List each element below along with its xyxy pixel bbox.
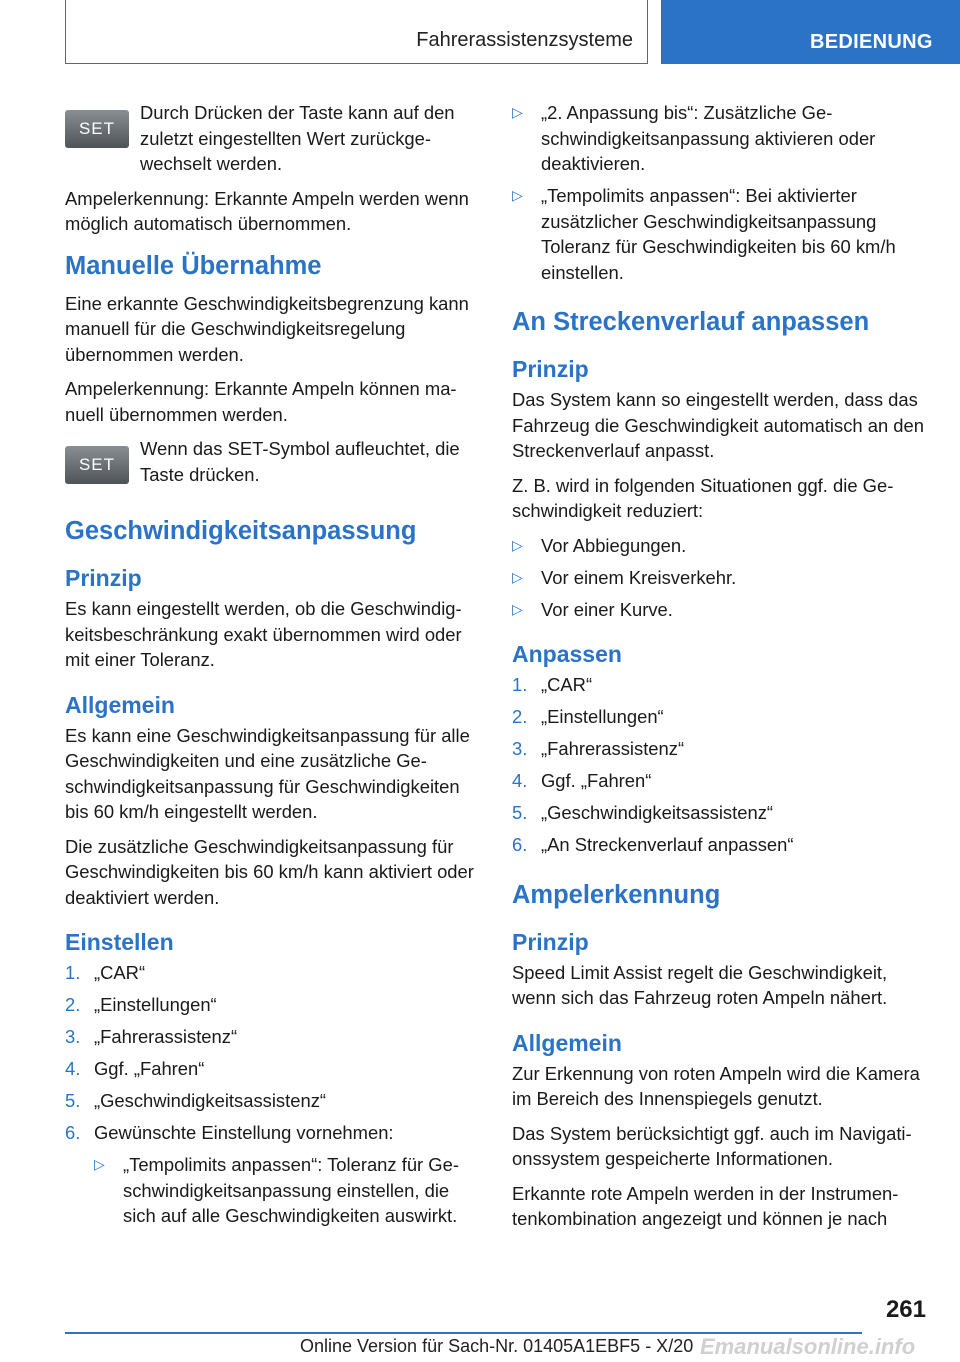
triangle-bullet-icon: ▷ bbox=[94, 1156, 105, 1172]
paragraph: Die zusätzliche Geschwindigkeitsanpassung für Geschwindigkeiten bis 60 km/h kann aktiviert oder deaktiviert werden. bbox=[65, 835, 474, 908]
sub-list-item: ▷ „Tempolimits anpassen“: Toleranz für Geschwindigkeitsanpassung einstellen, die sich auf alle Geschwindigkeiten auswirkt. bbox=[94, 1154, 459, 1226]
section-tab-label: BEDIENUNG bbox=[810, 31, 933, 53]
paragraph: Speed Limit Assist regelt die Geschwindigkeit, wenn sich das Fahrzeug roten Ampeln nähert. bbox=[512, 961, 888, 1008]
heading-prinzip: Prinzip bbox=[65, 565, 142, 591]
paragraph: Durch Drücken der Taste kann auf den zuletzt eingestellten Wert zurückgewechselt werden. bbox=[140, 102, 455, 174]
list-item: 3. „Fahrerassistenz“ bbox=[65, 1026, 238, 1047]
list-item: ▷ Vor einer Kurve. bbox=[512, 597, 932, 623]
paragraph: Zur Erkennung von roten Ampeln wird die Kamera im Bereich des Innenspiegels genutzt. bbox=[512, 1062, 920, 1109]
steps-list bbox=[512, 672, 932, 858]
left-column bbox=[65, 100, 479, 1238]
list-item: ▷ Vor Abbiegungen. bbox=[512, 533, 932, 559]
paragraph: Eine erkannte Geschwindigkeitsbegrenzung kann manuell für die Geschwindigkeitsregelung übernommen werden. bbox=[65, 292, 469, 365]
online-version-text: Online Version für Sach-Nr. 01405A1EBF5 - X/20 bbox=[300, 1336, 694, 1356]
steps-list bbox=[65, 960, 479, 1229]
triangle-bullet-icon: ▷ bbox=[512, 568, 523, 585]
list-item: 5. „Geschwindigkeitsassistenz“ bbox=[65, 1090, 327, 1111]
triangle-bullet-icon: ▷ bbox=[512, 536, 523, 553]
right-column bbox=[512, 100, 932, 1241]
watermark: Emanualsonline.info bbox=[700, 1334, 916, 1359]
heading-geschwindigkeitsanpassung: Geschwindigkeitsanpassung bbox=[65, 517, 417, 545]
paragraph: Ampelerkennung: Erkannte Ampeln können manuell übernommen werden. bbox=[65, 378, 457, 425]
list-item: 1. „CAR“ bbox=[512, 674, 593, 695]
bullet-list bbox=[512, 533, 932, 623]
header-frame bbox=[65, 0, 648, 64]
set-paragraph bbox=[65, 100, 479, 177]
set-paragraph bbox=[65, 436, 479, 494]
sub-list-item: ▷ „2. Anpassung bis“: Zusätzliche Geschwindigkeitsanpassung aktivieren oder deaktivieren. bbox=[512, 102, 876, 174]
list-item: 4. Ggf. „Fahren“ bbox=[512, 770, 652, 791]
triangle-bullet-icon: ▷ bbox=[512, 104, 523, 120]
heading-streckenverlauf: An Streckenverlauf anpassen bbox=[512, 308, 870, 336]
paragraph: Das System kann so eingestellt werden, dass das Fahrzeug die Geschwindigkeit automatisch an den Streckenverlauf anpasst. bbox=[512, 389, 924, 461]
list-item: 1. „CAR“ bbox=[65, 962, 146, 983]
list-item: ▷ Vor einem Kreisverkehr. bbox=[512, 565, 932, 591]
set-button-icon: SET bbox=[65, 110, 129, 148]
heading-allgemein: Allgemein bbox=[65, 691, 175, 718]
paragraph: Erkannte rote Ampeln werden in der Instrumentenkombination angezeigt und können je nach bbox=[512, 1182, 899, 1229]
heading-ampelerkennung: Ampelerkennung bbox=[512, 880, 721, 909]
list-item: 2. „Einstellungen“ bbox=[512, 706, 664, 727]
triangle-bullet-icon: ▷ bbox=[512, 187, 523, 203]
set-button-icon: SET bbox=[65, 446, 129, 484]
page-number: 261 bbox=[885, 1296, 926, 1323]
heading-prinzip: Prinzip bbox=[512, 928, 589, 955]
list-item: 6. Gewünschte Einstellung vornehmen: bbox=[65, 1122, 394, 1143]
section-tab[interactable] bbox=[661, 0, 960, 64]
triangle-bullet-icon: ▷ bbox=[512, 600, 523, 617]
heading-anpassen: Anpassen bbox=[512, 641, 622, 667]
heading-manuelle-uebernahme: Manuelle Übernahme bbox=[65, 251, 322, 280]
paragraph: Es kann eingestellt werden, ob die Geschwindigkeitsbeschränkung exakt übernommen wird oder mit einer Toleranz. bbox=[65, 598, 462, 670]
list-item: 4. Ggf. „Fahren“ bbox=[65, 1058, 205, 1079]
list-item: 2. „Einstellungen“ bbox=[65, 994, 217, 1015]
heading-allgemein: Allgemein bbox=[512, 1029, 622, 1056]
paragraph: Das System berücksichtigt ggf. auch im Navigationssystem gespeicherte Informationen. bbox=[512, 1122, 912, 1169]
list-item: 3. „Fahrerassistenz“ bbox=[512, 738, 685, 759]
sub-list-item: ▷ „Tempolimits anpassen“: Bei aktivierter zusätzlicher Geschwindigkeitsanpassung Toleranz für Geschwindigkeiten bis 60 km/h einstellen. bbox=[512, 185, 896, 283]
paragraph: Wenn das SET-Symbol aufleuchtet, die Taste drücken. bbox=[140, 438, 460, 485]
heading-einstellen: Einstellen bbox=[65, 929, 174, 955]
heading-prinzip: Prinzip bbox=[512, 356, 589, 382]
list-item: 5. „Geschwindigkeitsassistenz“ bbox=[512, 802, 774, 823]
paragraph: Es kann eine Geschwindigkeitsanpassung für alle Geschwindigkeiten und eine zusätzliche Geschwindigkeitsanpassung für Geschwindigkeiten bis 60 km/h eingestellt werden. bbox=[65, 724, 470, 822]
list-item: 6. „An Streckenverlauf anpassen“ bbox=[512, 834, 794, 855]
paragraph: Ampelerkennung: Erkannte Ampeln werden wenn möglich automatisch übernommen. bbox=[65, 187, 469, 234]
paragraph: Z. B. wird in folgenden Situationen ggf. die Geschwindigkeit reduziert: bbox=[512, 474, 894, 521]
chapter-title: Fahrerassistenzsysteme bbox=[416, 29, 633, 51]
